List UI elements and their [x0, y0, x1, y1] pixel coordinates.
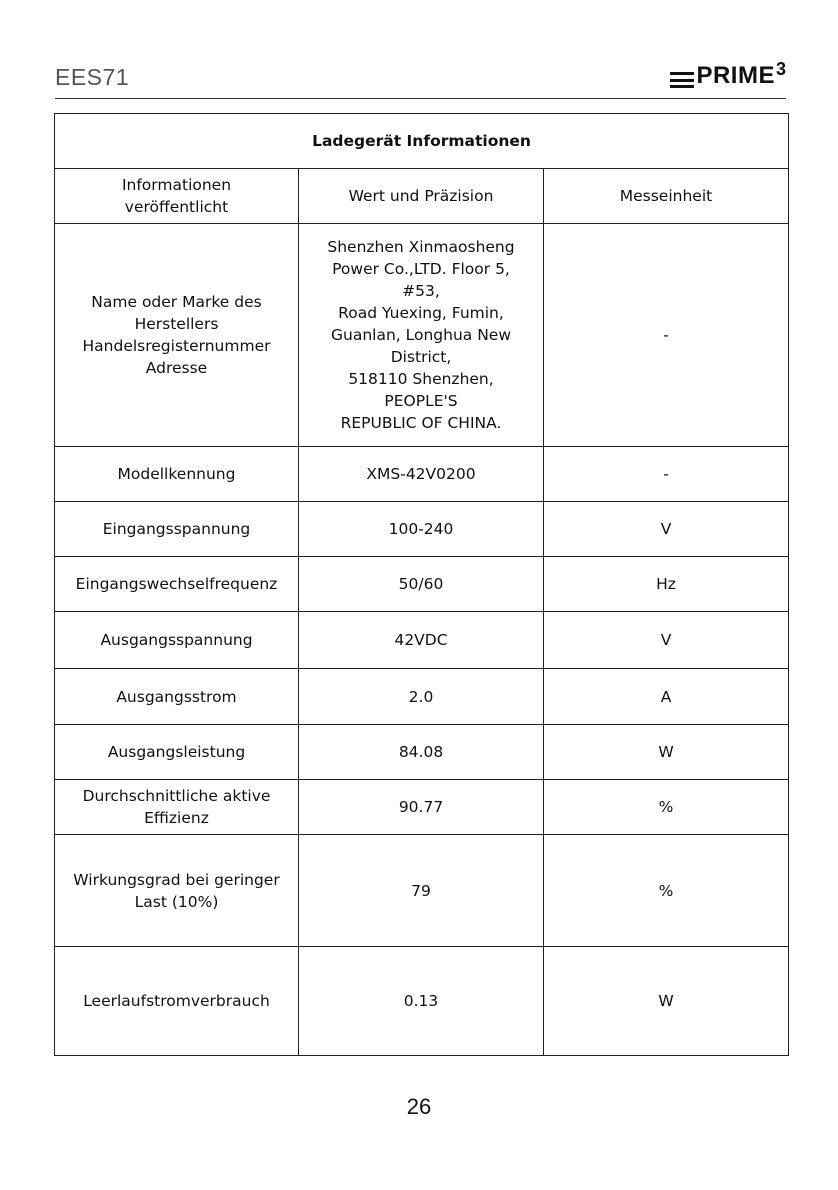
page-header: [55, 59, 786, 99]
row-value: 0.13: [299, 947, 544, 1056]
table-row: [55, 780, 789, 835]
row-unit: %: [544, 835, 789, 947]
table-row: [55, 725, 789, 780]
table-header-row: [55, 169, 789, 224]
row-label: Wirkungsgrad bei geringer Last (10%): [55, 835, 299, 947]
logo-superscript: 3: [775, 59, 786, 79]
table-row: [55, 557, 789, 612]
row-unit: A: [544, 669, 789, 725]
row-value: 42VDC: [299, 612, 544, 669]
row-label: Name oder Marke des Herstellers Handelsregisternummer Adresse: [55, 224, 299, 447]
table-row: [55, 612, 789, 669]
brand-logo: [670, 59, 786, 90]
table-title-row: [55, 114, 789, 169]
table-row: [55, 447, 789, 502]
table-row: [55, 502, 789, 557]
column-header-value: Wert und Präzision: [299, 169, 544, 224]
row-value: 79: [299, 835, 544, 947]
table-row: [55, 224, 789, 447]
charger-info-table: [54, 113, 789, 1056]
table-title: Ladegerät Informationen: [55, 114, 789, 169]
row-unit: Hz: [544, 557, 789, 612]
row-value: 50/60: [299, 557, 544, 612]
row-unit: -: [544, 224, 789, 447]
row-value: 84.08: [299, 725, 544, 780]
page-number: 26: [406, 1094, 432, 1119]
table-row: [55, 835, 789, 947]
row-value: XMS-42V0200: [299, 447, 544, 502]
row-label: Ausgangsleistung: [55, 725, 299, 780]
column-header-info: Informationen veröffentlicht: [55, 169, 299, 224]
row-unit: V: [544, 502, 789, 557]
row-unit: V: [544, 612, 789, 669]
row-unit: -: [544, 447, 789, 502]
row-value: 90.77: [299, 780, 544, 835]
column-header-unit: Messeinheit: [544, 169, 789, 224]
row-unit: W: [544, 947, 789, 1056]
row-label: Eingangsspannung: [55, 502, 299, 557]
row-value: 100-240: [299, 502, 544, 557]
table-row: [55, 669, 789, 725]
logo-bars-icon: [670, 72, 694, 88]
model-name: EES71: [55, 64, 130, 90]
row-unit: %: [544, 780, 789, 835]
row-label: Ausgangsstrom: [55, 669, 299, 725]
row-label: Modellkennung: [55, 447, 299, 502]
row-label: Durchschnittliche aktive Effizienz: [55, 780, 299, 835]
row-label: Ausgangsspannung: [55, 612, 299, 669]
logo-text: PRIME: [696, 62, 775, 89]
row-value: Shenzhen Xinmaosheng Power Co.,LTD. Floor 5, #53, Road Yuexing, Fumin, Guanlan, Longhua New District, 518110 Shenzhen, PEOPLE'S REPUBLIC OF CHINA.: [299, 224, 544, 447]
table-row: [55, 947, 789, 1056]
row-value: 2.0: [299, 669, 544, 725]
row-unit: W: [544, 725, 789, 780]
row-label: Eingangswechselfrequenz: [55, 557, 299, 612]
row-label: Leerlaufstromverbrauch: [55, 947, 299, 1056]
